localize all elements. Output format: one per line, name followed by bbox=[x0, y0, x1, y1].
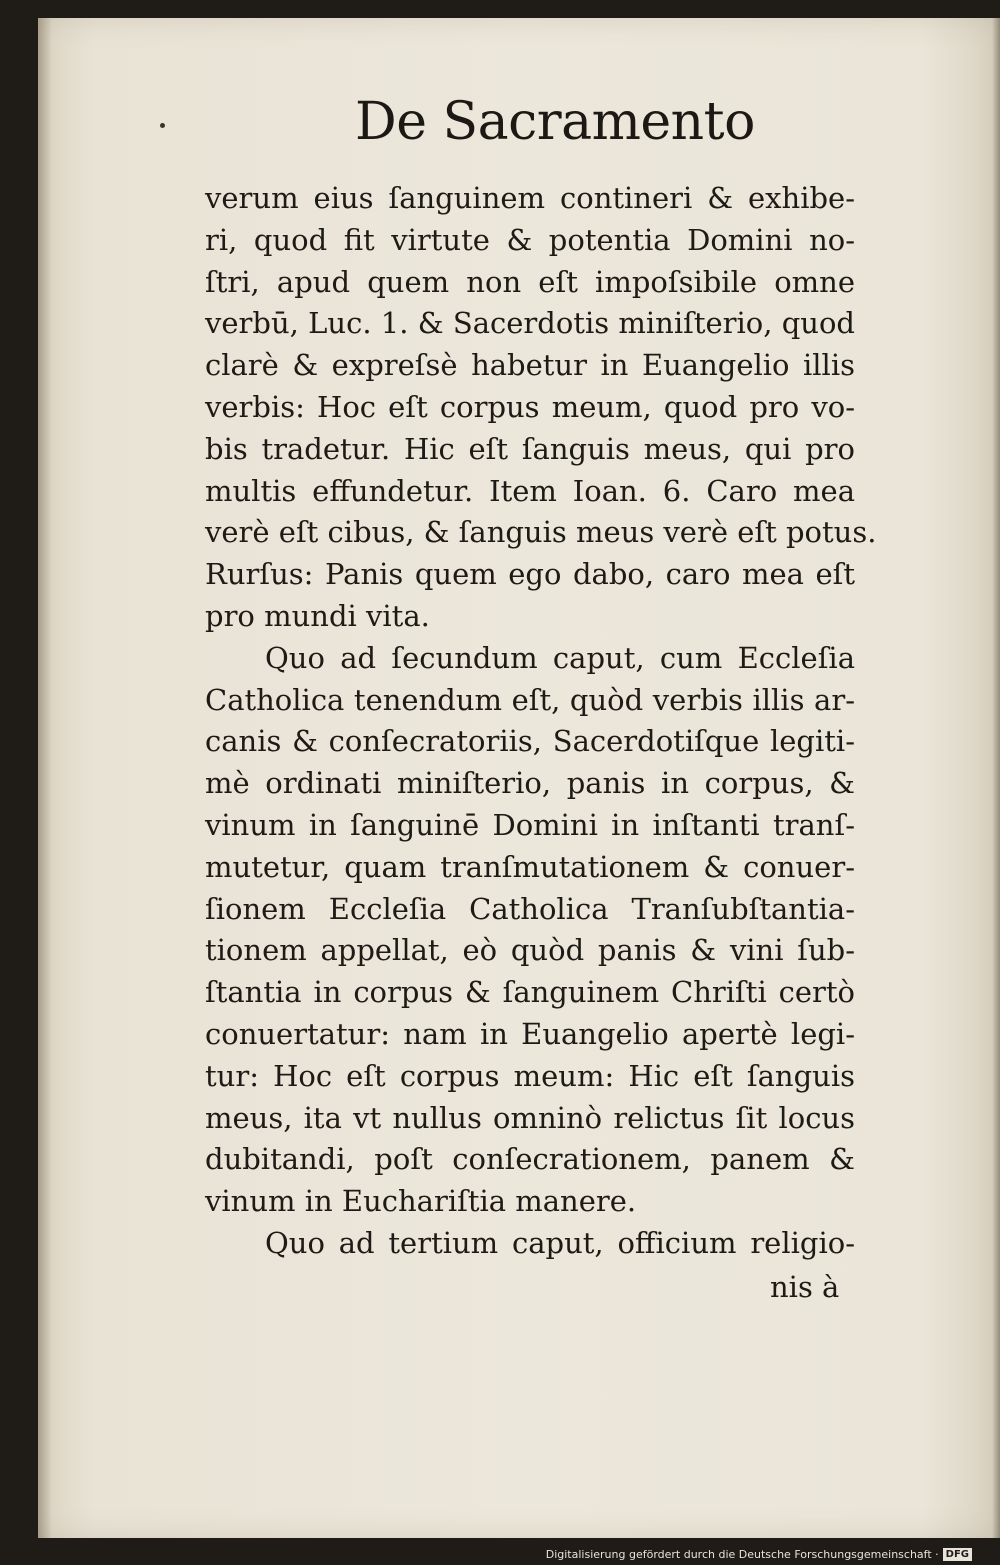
dfg-logo: DFG bbox=[943, 1548, 972, 1561]
running-head: De Sacramento bbox=[355, 92, 755, 152]
text-line: ſtantia in corpus & ſanguinem Chriſti certò bbox=[205, 975, 855, 1010]
text-line: mè ordinati miniſterio, panis in corpus, & bbox=[205, 766, 855, 801]
gutter-shadow bbox=[38, 18, 52, 1538]
text-line: Rurſus: Panis quem ego dabo, caro mea eſt bbox=[205, 557, 855, 592]
text-line: ri, quod fit virtute & potentia Domini no- bbox=[205, 222, 855, 257]
paragraph-start-line: Quo ad tertium caput, officium religio- bbox=[265, 1225, 855, 1260]
text-line: Catholica tenendum eſt, quòd verbis illis ar- bbox=[205, 682, 855, 717]
text-line: tur: Hoc eſt corpus meum: Hic eſt ſanguis bbox=[205, 1058, 855, 1093]
text-line: meus, ita vt nullus omninò relictus ſit locus bbox=[205, 1100, 855, 1135]
ink-mark bbox=[160, 123, 165, 128]
paragraph-end-line: vinum in Euchariſtia manere. bbox=[205, 1184, 637, 1219]
paragraph-end-line: pro mundi vita. bbox=[205, 598, 430, 633]
text-line: verè eſt cibus, & ſanguis meus verè eſt potus. bbox=[205, 515, 877, 550]
text-line: verbis: Hoc eſt corpus meum, quod pro vo- bbox=[205, 389, 855, 424]
text-line: ſtri, apud quem non eſt impoſsibile omne bbox=[205, 264, 855, 299]
text-line: mutetur, quam tranſmutationem & conuer- bbox=[205, 849, 855, 884]
text-line: verum eius ſanguinem contineri & exhibe- bbox=[205, 181, 855, 215]
catchword: nis à bbox=[770, 1270, 840, 1304]
body-text bbox=[205, 178, 877, 1265]
page-edge bbox=[992, 18, 1000, 1538]
credit-text: Digitalisierung gefördert durch die Deutsche Forschungsgemeinschaft · bbox=[545, 1548, 939, 1561]
text-line: dubitandi, poſt conſecrationem, panem & bbox=[205, 1142, 855, 1177]
text-line: conuertatur: nam in Euangelio apertè legi- bbox=[205, 1016, 855, 1051]
text-line: ſionem Eccleſia Catholica Tranſubſtantia- bbox=[205, 891, 855, 926]
paragraph-start-line: Quo ad ſecundum caput, cum Eccleſia bbox=[265, 640, 855, 675]
text-line: clarè & expreſsè habetur in Euangelio illis bbox=[205, 348, 855, 383]
text-line: verbū, Luc. 1. & Sacerdotis miniſterio, quod bbox=[205, 306, 855, 341]
text-line: multis effundetur. Item Ioan. 6. Caro mea bbox=[205, 473, 855, 508]
text-line: bis tradetur. Hic eſt ſanguis meus, qui pro bbox=[205, 431, 855, 466]
text-line: vinum in ſanguinē Domini in inſtanti tranſ- bbox=[205, 807, 855, 842]
digitization-credit bbox=[546, 1548, 972, 1561]
text-line: canis & conſecratoriis, Sacerdotiſque legiti- bbox=[205, 724, 855, 759]
text-line: tionem appellat, eò quòd panis & vini ſub- bbox=[205, 933, 855, 968]
